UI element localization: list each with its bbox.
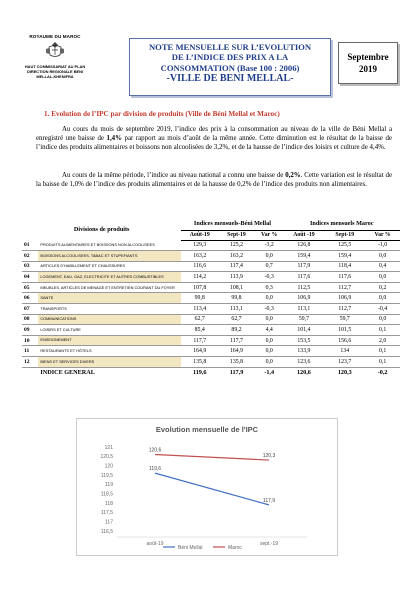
- cell-ma-aug: 117,6: [283, 272, 324, 283]
- cell-ma-var: 0,1: [365, 357, 400, 368]
- cell-bm-aug: 117,7: [181, 335, 218, 346]
- row-label: RESTAURANTS ET HÔTELS: [38, 346, 181, 357]
- col-divisions-header: Divisions de produits: [73, 225, 130, 233]
- row-label: COMMUNICATIONS: [38, 314, 181, 325]
- cell-ma-sep: 159,4: [324, 251, 365, 262]
- x-tick-label: août-19: [146, 541, 164, 547]
- p1-highlight: 1,4%: [106, 134, 123, 142]
- p1-text-c: par rapport au mois d’août de la même année. Cette diminution est le résultat de la baisse de l’indice des produits alimentaires et boissons non alcoolisées de 3,2%, et de la hausse de l’indice des loisirs et culture de 4,4%.: [36, 134, 392, 151]
- cell-ma-aug: 123,6: [283, 357, 324, 368]
- row-number: 01: [22, 240, 38, 251]
- cell-bm-sep: 62,7: [218, 314, 255, 325]
- y-tick-label: 119,5: [100, 472, 113, 479]
- note-title-box: [129, 38, 331, 96]
- data-label: 120,3: [262, 453, 276, 460]
- ipc-table: [22, 218, 400, 378]
- cell-bm-aug: 135,8: [181, 357, 218, 368]
- total-ma-sep: 120,3: [337, 369, 352, 377]
- row-number: 08: [22, 314, 38, 325]
- cell-ma-sep: 117,6: [324, 272, 365, 283]
- row-label: MEUBLES, ARTICLES DE MENAGE ET ENTRETIEN COURANT DU FOYER: [38, 282, 181, 293]
- cell-ma-sep: 112,7: [324, 282, 365, 293]
- sub-header: Août -19: [283, 230, 324, 240]
- row-label: ENSEIGNEMENT: [38, 335, 181, 346]
- row-number: 07: [22, 304, 38, 315]
- cell-bm-sep: 113,1: [218, 304, 255, 315]
- cell-ma-var: 0,4: [365, 261, 400, 272]
- cell-bm-var: 0,0: [255, 357, 284, 368]
- row-label: BOISSONS ALCOOLISEES, TABAC ET STUPEFIANTS: [38, 251, 181, 262]
- total-bm-sep: 117,9: [229, 369, 244, 377]
- cell-bm-aug: 116,6: [181, 261, 218, 272]
- y-tick-label: 121: [104, 444, 113, 451]
- data-label: 117,9: [262, 497, 276, 504]
- table-row: [22, 240, 400, 251]
- cell-bm-var: 0,0: [255, 335, 284, 346]
- table-row: [22, 335, 400, 346]
- row-label: SANTE: [38, 293, 181, 304]
- table-row: [22, 293, 400, 304]
- total-bm-aug: 119,6: [192, 369, 207, 377]
- cell-bm-var: 0,7: [255, 261, 284, 272]
- chart-title: Evolution mensuelle de l'IPC: [155, 425, 259, 434]
- cell-ma-sep: 118,4: [324, 261, 365, 272]
- total-bm-var: -1,4: [264, 369, 275, 377]
- cell-ma-sep: 123,7: [324, 357, 365, 368]
- row-label: LOISIRS ET CULTURE: [38, 325, 181, 336]
- cell-ma-var: 0,0: [365, 272, 400, 283]
- cell-bm-var: 4,4: [255, 325, 284, 336]
- cell-bm-sep: 89,2: [218, 325, 255, 336]
- cell-ma-var: 0,0: [365, 314, 400, 325]
- row-number: 06: [22, 293, 38, 304]
- cell-ma-var: -0,4: [365, 304, 400, 315]
- cell-bm-var: 0,3: [255, 282, 284, 293]
- cell-bm-var: -0,3: [255, 272, 284, 283]
- cell-ma-aug: 153,5: [283, 335, 324, 346]
- section-heading: 1. Evolution de l’IPC par division de produits (Ville de Béni Mellal et Maroc): [44, 110, 280, 118]
- cell-ma-var: -1,0: [365, 240, 400, 251]
- cell-ma-aug: 112,5: [283, 282, 324, 293]
- group-header-maroc: Indices mensuels Maroc: [283, 218, 400, 230]
- row-number: 10: [22, 335, 38, 346]
- logo-org-line-1: HAUT COMMISSARIAT AU PLAN: [24, 64, 86, 69]
- cell-bm-aug: 164,9: [181, 346, 218, 357]
- table-row: [22, 251, 400, 262]
- coat-of-arms-icon: [44, 41, 66, 59]
- x-tick-label: sept.-19: [259, 541, 279, 547]
- y-tick-label: 120: [104, 463, 113, 470]
- sub-header: Var %: [255, 230, 284, 240]
- ipc-line-chart: [76, 418, 338, 556]
- cell-ma-sep: 156,6: [324, 335, 365, 346]
- row-number: 05: [22, 282, 38, 293]
- table-row: [22, 261, 400, 272]
- cell-bm-var: 0,0: [255, 314, 284, 325]
- y-tick-label: 120,5: [100, 454, 113, 461]
- cell-bm-aug: 99,8: [181, 293, 218, 304]
- y-tick-label: 119: [105, 482, 113, 489]
- table-row: [22, 282, 400, 293]
- cell-bm-sep: 99,8: [218, 293, 255, 304]
- cell-bm-aug: 107,8: [181, 282, 218, 293]
- data-label: 120,6: [148, 447, 162, 454]
- cell-ma-aug: 59,7: [283, 314, 324, 325]
- row-label: TRANSPORTS: [38, 304, 181, 315]
- y-tick-label: 118,5: [100, 491, 113, 498]
- y-tick-label: 117,5: [100, 510, 113, 517]
- cell-bm-sep: 163,2: [218, 251, 255, 262]
- row-label: ARTICLES D'HABILLEMENT ET CHAUSSURES: [38, 261, 181, 272]
- cell-bm-var: -3,2: [255, 240, 284, 251]
- table-row: [22, 272, 400, 283]
- p2-text-c: . Cette variation est le résultat de la baisse de 1,0% de l’indice des produits alimentaires et de la hausse de 0,2% de l’indice des produits non alimentaires.: [36, 172, 393, 188]
- date-year: 2019: [359, 64, 377, 74]
- logo-org-line-2: DIRECTION REGIONALE BENI: [27, 68, 83, 74]
- sub-header: Sept-19: [218, 230, 255, 240]
- y-tick-label: 116,5: [100, 528, 113, 535]
- table-total-row: [22, 367, 400, 378]
- cell-bm-sep: 164,9: [218, 346, 255, 357]
- p1-text-a: Au cours du mois de septembre 2019, l’indice des prix à la consommation au niveau de la ville de Béni Mellal a enregistré une baisse de: [36, 126, 392, 142]
- cell-ma-aug: 126,8: [283, 240, 324, 251]
- cell-ma-var: 0,2: [365, 282, 400, 293]
- cell-ma-aug: 133,9: [283, 346, 324, 357]
- cell-bm-aug: 85,4: [181, 325, 218, 336]
- series-line-maroc: [155, 454, 269, 460]
- table-row: [22, 304, 400, 315]
- row-number: 11: [22, 346, 38, 357]
- cell-bm-var: 0,0: [255, 293, 284, 304]
- table-row: [22, 314, 400, 325]
- total-label: INDICE GENERAL: [40, 369, 95, 377]
- date-month: Septembre: [347, 52, 389, 62]
- table-row: [22, 325, 400, 336]
- series-line-beni-mellal: [155, 473, 269, 505]
- cell-bm-aug: 113,4: [181, 304, 218, 315]
- cell-ma-aug: 113,1: [283, 304, 324, 315]
- row-number: 04: [22, 272, 38, 283]
- cell-ma-sep: 134: [324, 346, 365, 357]
- y-tick-label: 118: [105, 500, 113, 507]
- cell-bm-sep: 113,9: [218, 272, 255, 283]
- row-label: BIENS ET SERVICES DIVERS: [38, 357, 181, 368]
- note-title-line-2: DE L’INDICE DES PRIX A LA: [171, 52, 289, 63]
- cell-bm-aug: 163,2: [181, 251, 218, 262]
- cell-ma-aug: 106,9: [283, 293, 324, 304]
- row-label: PRODUITS ALIMENTAIRES ET BOISSONS NON ALCOOLISEES: [38, 240, 181, 251]
- cell-ma-sep: 106,9: [324, 293, 365, 304]
- cell-bm-var: 0,0: [255, 251, 284, 262]
- row-number: 03: [22, 261, 38, 272]
- sub-header: Var %: [365, 230, 400, 240]
- table-row: [22, 346, 400, 357]
- table-row: [22, 357, 400, 368]
- row-number: 02: [22, 251, 38, 262]
- note-subtitle: -VILLE DE BENI MELLAL-: [166, 73, 294, 85]
- logo-org-line-3: MELLAL-KHENIFRA: [36, 73, 74, 79]
- p2-highlight: 0,2%: [285, 172, 301, 179]
- cell-ma-var: 0,0: [365, 251, 400, 262]
- note-title-line-3: CONSOMMATION (Base 100 : 2006): [160, 62, 300, 73]
- row-number: 09: [22, 325, 38, 336]
- sub-header: Sept-19: [324, 230, 365, 240]
- date-box: [338, 42, 398, 84]
- cell-bm-sep: 135,8: [218, 357, 255, 368]
- sub-header: Août-19: [181, 230, 218, 240]
- hcp-logo: [20, 34, 90, 82]
- cell-ma-var: 2,0: [365, 335, 400, 346]
- y-tick-label: 117: [105, 519, 113, 526]
- cell-bm-sep: 117,4: [218, 261, 255, 272]
- paragraph-beni-mellal: [36, 126, 392, 153]
- total-ma-var: -0,2: [377, 369, 388, 377]
- cell-ma-aug: 101,4: [283, 325, 324, 336]
- row-number: 12: [22, 357, 38, 368]
- note-title-line-1: NOTE MENSUELLE SUR L’EVOLUTION: [148, 42, 312, 52]
- cell-ma-aug: 117,9: [283, 261, 324, 272]
- paragraph-national: [36, 172, 392, 190]
- cell-bm-sep: 108,1: [218, 282, 255, 293]
- total-ma-aug: 120,6: [296, 369, 311, 377]
- cell-ma-sep: 125,5: [324, 240, 365, 251]
- cell-ma-var: 0,1: [365, 346, 400, 357]
- chart-svg: [77, 419, 337, 555]
- cell-bm-sep: 125,2: [218, 240, 255, 251]
- cell-ma-sep: 101,5: [324, 325, 365, 336]
- cell-bm-aug: 129,3: [181, 240, 218, 251]
- logo-kingdom: ROYAUME DU MAROC: [29, 34, 81, 39]
- legend-label: Maroc: [228, 544, 242, 551]
- cell-ma-var: 0,1: [365, 325, 400, 336]
- cell-ma-aug: 159,4: [283, 251, 324, 262]
- group-header-beni-mellal: Indices mensuels-Béni Mellal: [181, 218, 283, 230]
- cell-ma-sep: 59,7: [324, 314, 365, 325]
- cell-bm-aug: 114,2: [181, 272, 218, 283]
- p2-text-a: Au cours de la même période, l’indice au niveau national a connu une baisse de: [62, 172, 286, 179]
- cell-ma-var: 0,0: [365, 293, 400, 304]
- cell-bm-sep: 117,7: [218, 335, 255, 346]
- cell-ma-sep: 112,7: [324, 304, 365, 315]
- cell-bm-var: -0,3: [255, 304, 284, 315]
- data-label: 119,6: [148, 466, 162, 473]
- cell-bm-aug: 62,7: [181, 314, 218, 325]
- cell-bm-var: 0,0: [255, 346, 284, 357]
- legend-label: Béni Mellal: [178, 544, 203, 551]
- row-label: LOGEMENT, EAU, GAZ, ELECTRICITE ET AUTRES COMBUSTIBLES: [38, 272, 181, 283]
